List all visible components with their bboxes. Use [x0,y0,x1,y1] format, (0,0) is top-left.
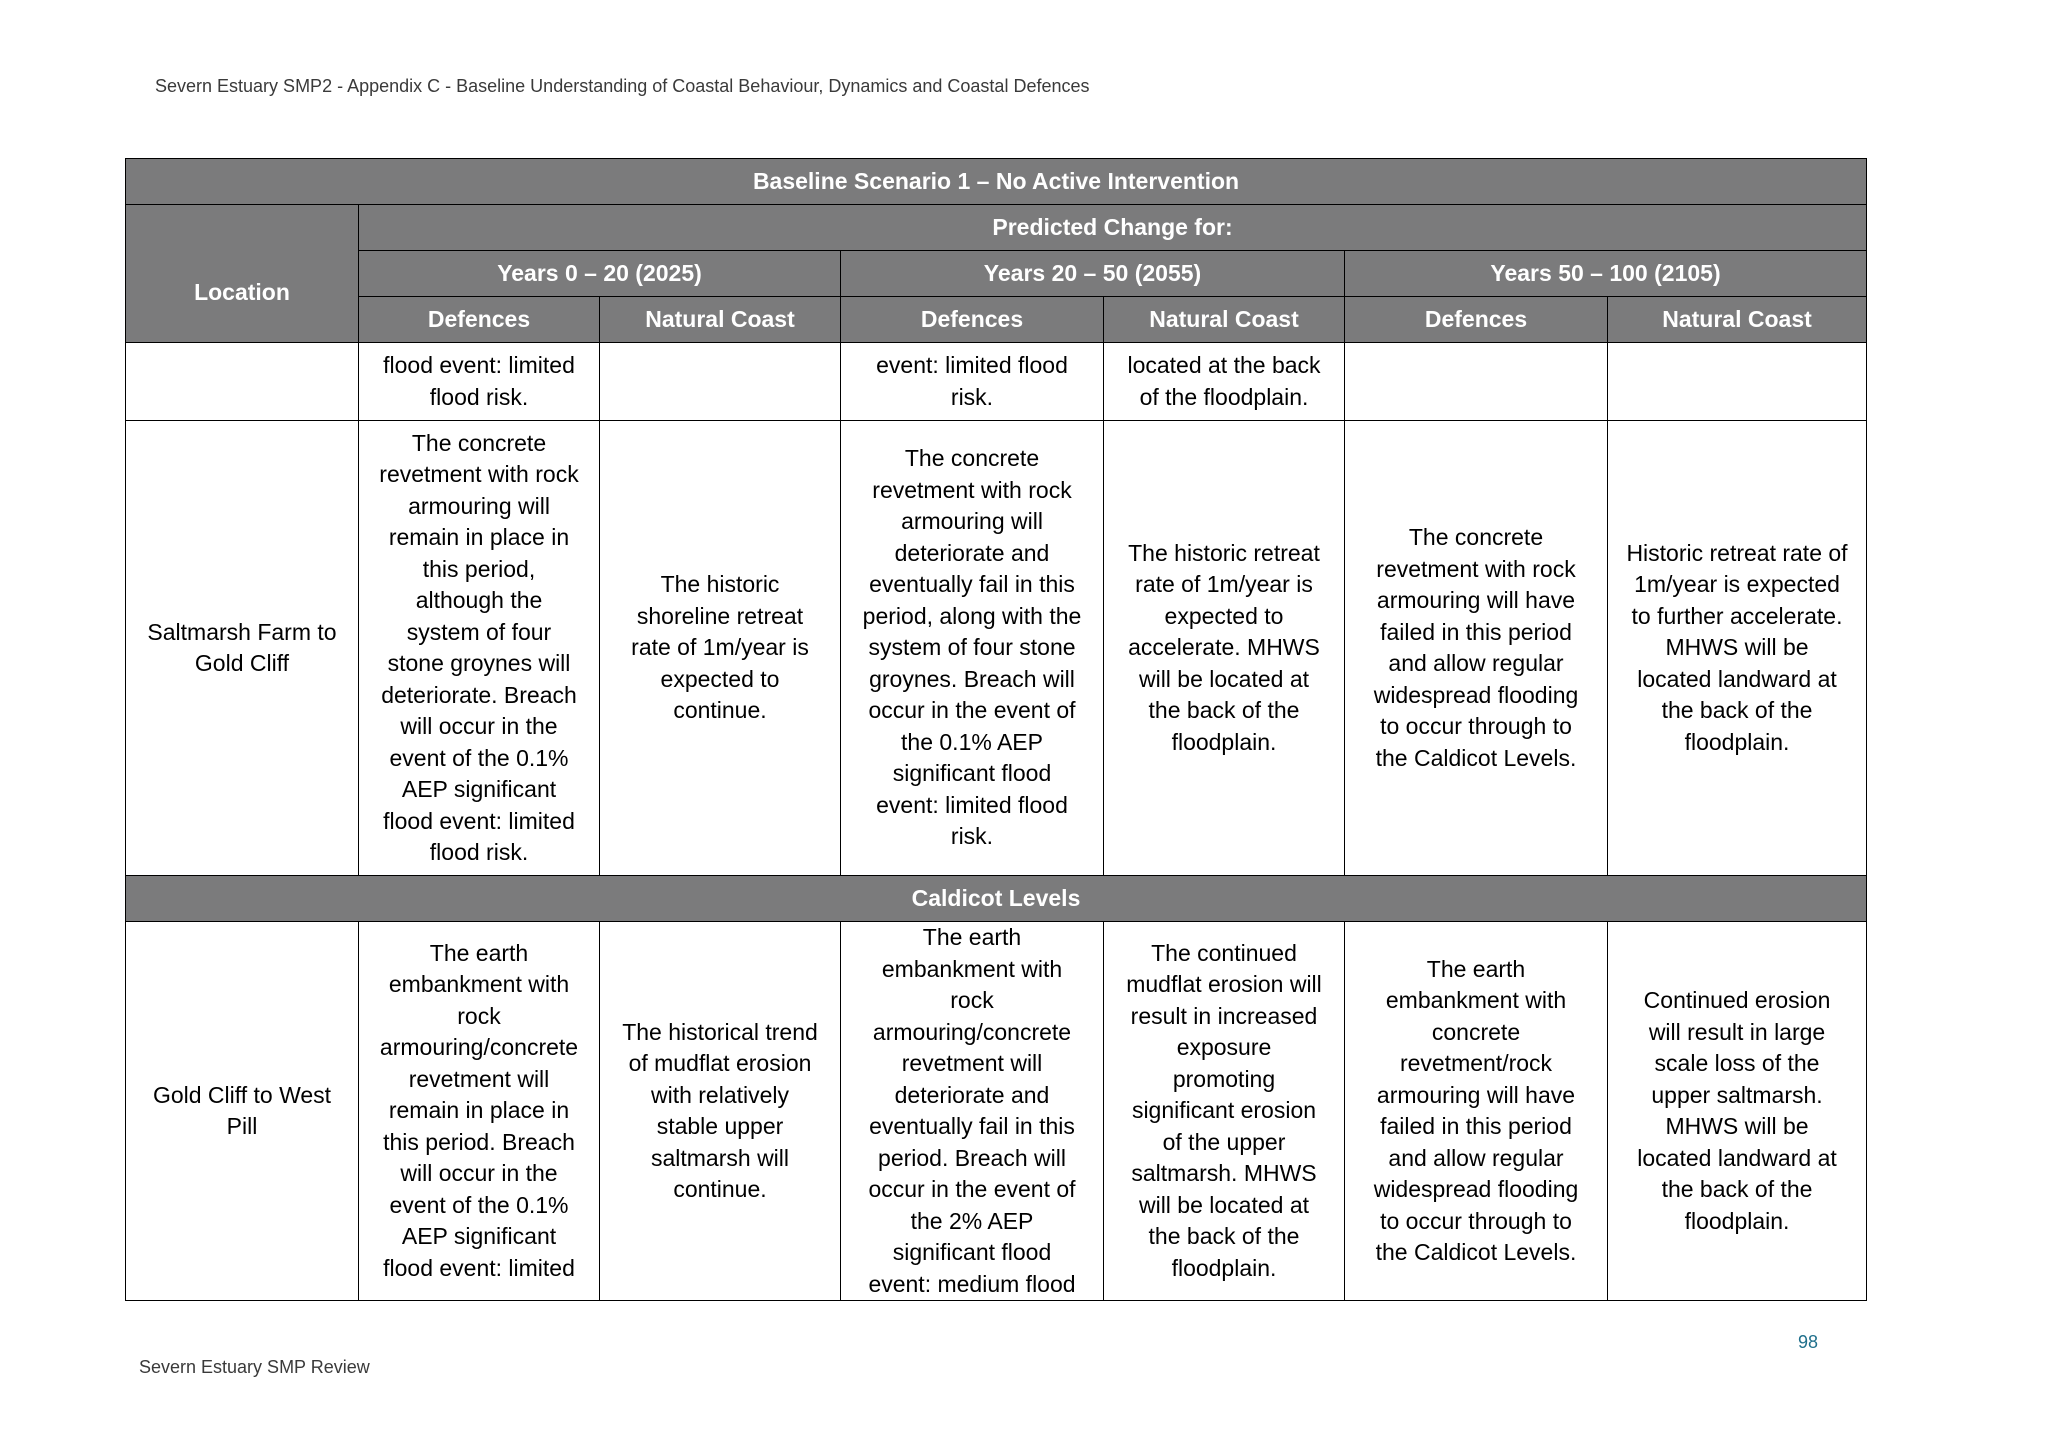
table-cell: The continued mudflat erosion will result in increased exposure promoting significant erosion of the upper saltmarsh. MHWS will be located at the back of the floodplain. [1104,922,1345,1301]
predicted-change-row [126,205,1867,251]
table-cell: located at the back of the floodplain. [1104,343,1345,421]
natural-coast-header: Natural Coast [1104,297,1345,343]
table-cell: The earth embankment with rock armouring/concrete revetment will remain in place in this period. Breach will occur in the event of the 0.1% AEP significant flood event: limited [359,922,600,1301]
section-header: Caldicot Levels [126,876,1867,922]
period-header: Years 20 – 50 (2055) [841,251,1345,297]
table-cell [1345,343,1608,421]
sub-header-row [126,297,1867,343]
table-row [126,343,1867,421]
table-cell: The concrete revetment with rock armouring will have failed in this period and allow regular widespread flooding to occur through to the Caldicot Levels. [1345,421,1608,876]
location-header: Location [126,205,359,343]
table-title-row [126,159,1867,205]
defences-header: Defences [1345,297,1608,343]
period-header: Years 50 – 100 (2105) [1345,251,1867,297]
table-cell: The historic shoreline retreat rate of 1m/year is expected to continue. [600,421,841,876]
location-cell [126,343,359,421]
table-cell: The earth embankment with rock armouring/concrete revetment will deteriorate and eventually fail in this period. Breach will occur in the event of the 2% AEP significant flood event: medium flood [841,922,1104,1301]
location-cell: Gold Cliff to West Pill [126,922,359,1301]
table-cell: The historical trend of mudflat erosion with relatively stable upper saltmarsh will continue. [600,922,841,1301]
table-cell: The concrete revetment with rock armouring will deteriorate and eventually fail in this period, along with the system of four stone groynes. Breach will occur in the event of the 0.1% AEP significant flood event: limited flood risk. [841,421,1104,876]
table-cell: flood event: limited flood risk. [359,343,600,421]
table-row [126,421,1867,876]
table-cell: The historic retreat rate of 1m/year is expected to accelerate. MHWS will be located at the back of the floodplain. [1104,421,1345,876]
table-cell: event: limited flood risk. [841,343,1104,421]
baseline-scenario-table [125,158,1867,1301]
page-number: 98 [1798,1332,1819,1352]
defences-header: Defences [359,297,600,343]
table-cell: The concrete revetment with rock armouring will remain in place in this period, although the system of four stone groynes will deteriorate. Breach will occur in the event of the 0.1% AEP significant flood event: limited flood risk. [359,421,600,876]
document-footer: Severn Estuary SMP Review [139,1357,370,1377]
natural-coast-header: Natural Coast [600,297,841,343]
predicted-change-header: Predicted Change for: [359,205,1867,251]
table-cell: Historic retreat rate of 1m/year is expected to further accelerate. MHWS will be located landward at the back of the floodplain. [1608,421,1867,876]
table-cell: Continued erosion will result in large scale loss of the upper saltmarsh. MHWS will be located landward at the back of the floodplain. [1608,922,1867,1301]
document-header: Severn Estuary SMP2 - Appendix C - Baseline Understanding of Coastal Behaviour, Dynamics and Coastal Defences [155,76,1090,96]
location-cell: Saltmarsh Farm to Gold Cliff [126,421,359,876]
table-cell [600,343,841,421]
defences-header: Defences [841,297,1104,343]
section-row [126,876,1867,922]
period-header-row [126,251,1867,297]
period-header: Years 0 – 20 (2025) [359,251,841,297]
table-row [126,922,1867,1301]
table-cell [1608,343,1867,421]
natural-coast-header: Natural Coast [1608,297,1867,343]
table-title: Baseline Scenario 1 – No Active Intervention [126,159,1867,205]
table-cell: The earth embankment with concrete revetment/rock armouring will have failed in this period and allow regular widespread flooding to occur through to the Caldicot Levels. [1345,922,1608,1301]
